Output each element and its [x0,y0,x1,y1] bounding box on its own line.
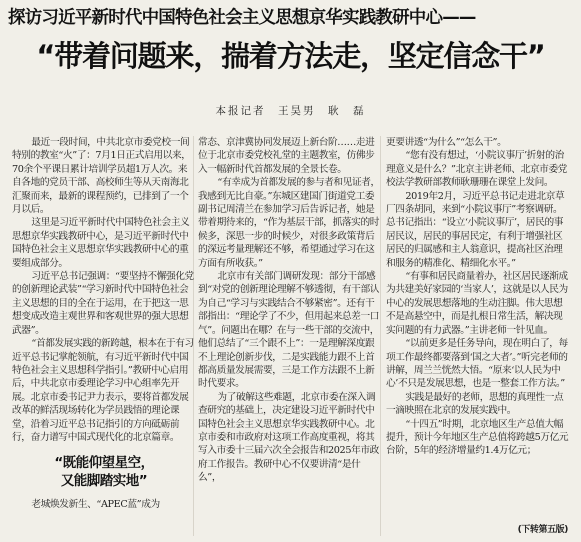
section-subhead [12,454,196,490]
article-column-1 [12,136,196,542]
paragraph: “有幸成为首都发展的参与者和见证者，我感到无比自豪。”东城区建国门街道党工委副书记周清兰在参加学习后告诉记者，她是带着期待来的，“作为基层干部，抓落实的时候多，深思一步的时候少，对很多政策背后的深远考量理解还不够，希望通过学习在这方面有所收获。” [198,177,380,269]
paragraph: 2019年2月，习近平总书记走进北京草厂四条胡同，来到“小院议事厅”考察调研。总书记指出：“设立‘小院议事厅’，居民的事居民议，居民的事居民定，有利于增强社区居民的归属感和主人翁意识，提高社区治理和服务的精准化、精细化水平。” [386,190,565,269]
article-column-3 [386,136,570,524]
paragraph: 更要讲透“为什么”“怎么干”。 [386,137,507,148]
paragraph: 为了破解这些难题，北京市委在深入调查研究的基础上，决定建设习近平新时代中国特色社会主义思想京华实践教研中心。北京市委和市政府对这项工作高度重视，将其写入市委十三届六次全会报告和2025年市政府工作报告。教研中心不仅要讲清“是什么”， [198,391,379,484]
paragraph: 实践是最好的老师，思想的真理性一点一滴映照在北京的发展实践中。 [386,391,564,417]
paragraph: “以前更多是任务导向，现在明白了，每项工作最终都要落到‘国之大者’。”听完老师的讲解，周兰兰恍然大悟。“原来‘以人民为中心’不只是发展思想，也是一整套工作方法。” [386,338,568,390]
paragraph: 最近一段时间，中共北京市委党校一间特别的教室“火”了：7月1日正式启用以来，70余个平课日累计培训学员超1万人次。来自各地的党员干部、高校师生等从天南海北汇聚而来，最新的课程预约，已排到了一个月以后。 [12,137,191,216]
paragraph: 老城焕发新生、“APEC蓝”成为 [31,499,160,511]
paragraph: “首都发展实践的新跨越，根本在于有习近平总书记掌舵领航，有习近平新时代中国特色社会主义思想科学指引。”教研中心启用后，中共北京市委理论学习中心组率先开展。北京市委书记尹力表示，要将首都发展改革的鲜活现场转化为学员践悟的理论课堂，沿着习近平总书记指引的方向砥砺前行，奋力谱写中国式现代化的北京篇章。 [12,338,194,443]
paragraph: 这里是习近平新时代中国特色社会主义思想京华实践教研中心，是习近平新时代中国特色社会主义思想京华实践教研中心的重要组成部分。 [12,217,190,269]
subhead-line: 又能脚踏实地” [60,473,148,490]
paragraph: 习近平总书记强调：“要坚持不懈强化党的创新理论武装”“学习新时代中国特色社会主义思想的目的全在于运用，在于把这一思想变成改造主观世界和客观世界的强大思想武器”。 [12,271,194,336]
kicker-title: 探访习近平新时代中国特色社会主义思想京华实践教研中心—— [8,8,476,28]
byline: 本报记者 王昊男 耿 磊 [215,105,366,117]
paragraph: “您有没有想过，‘小院议事厅’折射的治理意义是什么？”北京主讲老师、北京市委党校法学教研部教师耿珊珊在课堂上发问。 [386,150,568,189]
paragraph: “有事和居民商量着办，社区居民逐渐成为共建美好家园的‘当家人’，这就是以人民为中心的发展思想落地的生动注脚。伟大思想不是高悬空中，而是扎根日常生活，解决现实问题的有力武器。”主讲老师一针见血。 [386,271,568,336]
paragraph: “十四五”时期，北京地区生产总值大幅提升，预计今年地区生产总值将跨越5万亿元台阶，5年的经济增量约1.4万亿元； [386,418,569,457]
subhead-line: “既能仰望星空， [54,455,154,472]
headline: “带着问题来，揣着方法走，坚定信念干” [36,39,545,73]
continuation-note: (下转第五版) [517,525,568,535]
article-column-2 [198,136,382,542]
paragraph: 北京市有关部门调研发现：部分干部感到“对党的创新理论理解不够透彻，有干部认为自己“学习与实践结合不够紧密”。还有干部指出：“理论学了不少，但用起来总差一口气”。问题出在哪？在与一些干部的交流中，他们总结了“三个跟不上”：一是理解深度跟不上理论创新步伐，二是实践能力跟不上首都高质量发展需要，三是工作方法跟不上新时代要求。 [198,271,380,390]
paragraph: 常态、京津冀协同发展迈上新台阶……走进位于北京市委党校礼堂的主题教室，仿佛步入一幅新时代首都发展的全景长卷。 [198,137,375,175]
